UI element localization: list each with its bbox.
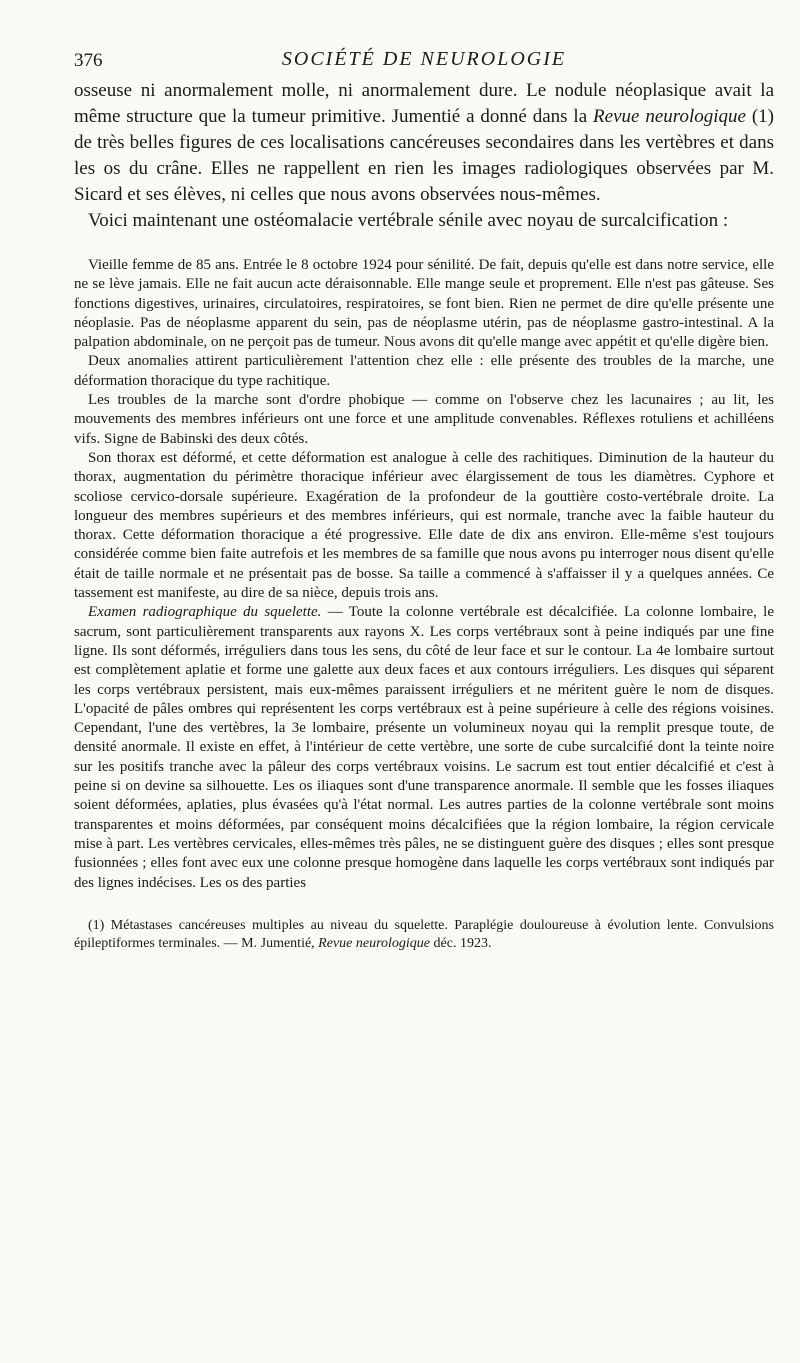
- intro-text: [74, 78, 774, 234]
- case-paragraph-3: Les troubles de la marche sont d'ordre phobique — comme on l'observe chez les lacunaires ; au lit, les mouvements des membres inférieurs ont une force et une amplitude convenables. Réflexes rotuliens et achilléens vifs. Signe de Babinski des deux côtés.: [74, 392, 774, 447]
- document-page: [74, 38, 774, 953]
- case-report: [74, 256, 774, 893]
- case-paragraph-5: Examen radiographique du squelette. — Toute la colonne vertébrale est décalcifiée. La colonne lombaire, le sacrum, sont particulièrement transparents aux rayons X. Les corps vertébraux sont à peine indiqués par une fine ligne. Ils sont déformés, irréguliers dans tous les sens, du côté de leur face et sur le contour. La 4e lombaire surtout est complètement aplatie et forme une galette aux deux faces et aux contours irréguliers. Les disques qui séparent les corps vertébraux persistent, mais eux-mêmes paraissent irréguliers et ne méritent guère le nom de disques. L'opacité de pâles ombres qui représentent les corps vertébraux est à peine supérieure à celle des régions voisines. Cependant, l'une des vertèbres, la 3e lombaire, présente un volumineux noyau qui la remplit presque toute, de densité anormale. Il existe en effet, à l'intérieur de cette vertèbre, une sorte de cube surcalcifié dont la teinte noire sur les positifs tranche avec la pâleur des corps vertébraux voisins. Le sacrum est tout entier décalcifié et c'est à peine si on devine sa silhouette. Les os iliaques sont d'une transparence anormale. Il semble que les fosses iliaques soient déformées, aplaties, plus évasées qu'à l'état normal. Les autres parties de la colonne vertébrale sont moins transparentes et moins déformées, par conséquent moins décalcifiées que la région lombaire, la région cervicale mise à part. Les vertèbres cervicales, elles-mêmes très pâles, ne se distinguent guère des disques ; elles sont presque fusionnées ; elles font avec eux une colonne presque homogène dans laquelle les corps vertébraux sont indiqués par des lignes indécises. Les os des parties: [74, 604, 775, 891]
- footnote: [74, 917, 774, 953]
- intro-paragraph-1: osseuse ni anormalement molle, ni anormalement dure. Le nodule néoplasique avait la même structure que la tumeur primitive. Jumentié a donné dans la Revue neurologique (1) de très belles figures de ces localisations cancéreuses secondaires dans les vertèbres et dans les os du crâne. Elles ne rappellent en rien les images radiologiques observées par M. Sicard et ses élèves, ni celles que nous avons observées nous-mêmes.: [74, 80, 775, 205]
- footnote-text: (1) Métastases cancéreuses multiples au niveau du squelette. Paraplégie douloureuse à évolution lente. Convulsions épileptiformes terminales. — M. Jumentié, Revue neurologique déc. 1923.: [74, 917, 774, 951]
- section-title: Examen radiographique du squelette.: [88, 604, 322, 621]
- journal-title: Revue neurologique: [593, 106, 746, 127]
- running-title: SOCIÉTÉ DE NEUROLOGIE: [281, 48, 567, 70]
- case-paragraph-4: Son thorax est déformé, et cette déformation est analogue à celle des rachitiques. Diminution de la hauteur du thorax, augmentation du périmètre thoracique inférieur avec élargissement de tous les diamètres. Cyphore et scoliose cervico-dorsale supérieure. Exagération de la profondeur de la gouttière costo-vertébrale droite. La longueur des membres supérieurs et des membres inférieurs, qui est normale, tranche avec la faible hauteur du thorax. Cette déformation thoracique a été progressive. Elle date de dix ans environ. Elle-même s'est toujours considérée comme bien faite autrefois et les membres de sa famille que nous avons pu interroger nous disent qu'elle était de taille normale et ne présentait pas de bosse. Sa taille a commencé à s'affaisser il y a quelques années. Ce tassement est manifeste, au dire de sa nièce, depuis trois ans.: [74, 449, 774, 602]
- footnote-journal: Revue neurologique: [318, 935, 431, 951]
- page-number: 376: [74, 50, 103, 71]
- intro-paragraph-2: Voici maintenant une ostéomalacie vertébrale sénile avec noyau de surcalcification :: [88, 210, 729, 231]
- case-paragraph-1: Vieille femme de 85 ans. Entrée le 8 octobre 1924 pour sénilité. De fait, depuis qu'elle est dans notre service, elle ne se lève jamais. Elle ne fait aucun acte déraisonnable. Elle mange seule et proprement. Elle n'est pas gâteuse. Ses fonctions digestives, urinaires, circulatoires, respiratoires, se font bien. Rien ne permet de dire qu'elle présente une néoplasie. Pas de néoplasme apparent du sein, pas de néoplasme utérin, pas de néoplasme gastro-intestinal. A la palpation abdominale, on ne perçoit pas de tumeur. Nous avons dit qu'elle mange avec appétit et qu'elle digère bien.: [74, 257, 774, 351]
- page-header: [74, 38, 774, 78]
- case-paragraph-2: Deux anomalies attirent particulièrement l'attention chez elle : elle présente des troubles de la marche, une déformation thoracique du type rachitique.: [74, 353, 774, 389]
